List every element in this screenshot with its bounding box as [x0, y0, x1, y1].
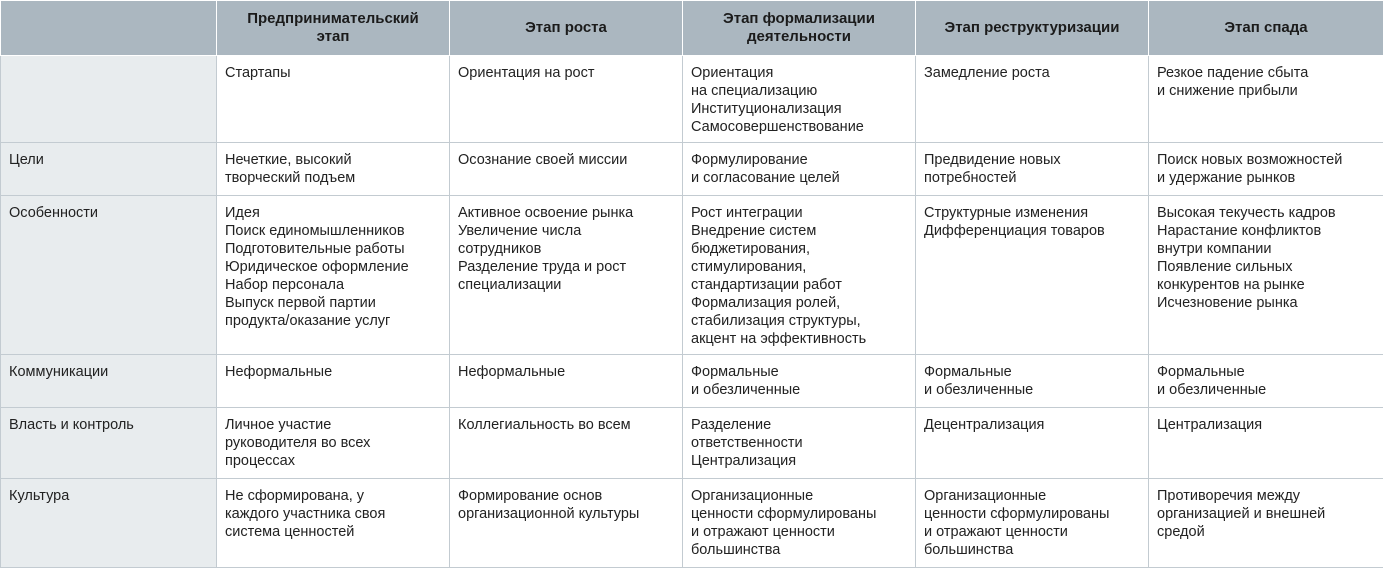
table-cell: Организационные ценности сформулированы и отражают ценности большинства	[683, 479, 916, 568]
row-label: Цели	[1, 143, 217, 196]
row-label	[1, 56, 217, 143]
table-cell: Поиск новых возможностей и удержание рынков	[1149, 143, 1383, 196]
table-cell: Коллегиальность во всем	[450, 408, 683, 479]
row-label: Власть и контроль	[1, 408, 217, 479]
header-corner	[1, 1, 217, 56]
row-label: Особенности	[1, 196, 217, 355]
table-cell: Резкое падение сбыта и снижение прибыли	[1149, 56, 1383, 143]
header-row	[1, 1, 1383, 56]
table-cell: Противоречия между организацией и внешней средой	[1149, 479, 1383, 568]
table-cell: Формулирование и согласование целей	[683, 143, 916, 196]
table-cell: Активное освоение рынка Увеличение числа сотрудников Разделение труда и рост специализации	[450, 196, 683, 355]
table-row	[1, 408, 1383, 479]
table-cell: Организационные ценности сформулированы и отражают ценности большинства	[916, 479, 1149, 568]
header-stage-growth: Этап роста	[450, 1, 683, 56]
header-stage-restructuring: Этап реструктуризации	[916, 1, 1149, 56]
table-cell: Замедление роста	[916, 56, 1149, 143]
table-row	[1, 56, 1383, 143]
table-cell: Разделение ответственности Централизация	[683, 408, 916, 479]
table-cell: Стартапы	[217, 56, 450, 143]
table-cell: Неформальные	[217, 355, 450, 408]
table-cell: Централизация	[1149, 408, 1383, 479]
table-cell: Рост интеграции Внедрение систем бюджетирования, стимулирования, стандартизации работ Формализация ролей, стабилизация структуры, акцент на эффективность	[683, 196, 916, 355]
table-cell: Нечеткие, высокий творческий подъем	[217, 143, 450, 196]
table-row	[1, 143, 1383, 196]
table-cell: Личное участие руководителя во всех процессах	[217, 408, 450, 479]
header-stage-entrepreneurial: Предпринимательский этап	[217, 1, 450, 56]
table-cell: Формальные и обезличенные	[683, 355, 916, 408]
table-row	[1, 479, 1383, 568]
table-cell: Осознание своей миссии	[450, 143, 683, 196]
table-cell: Предвидение новых потребностей	[916, 143, 1149, 196]
row-label: Культура	[1, 479, 217, 568]
table-cell: Не сформирована, у каждого участника своя система ценностей	[217, 479, 450, 568]
table-cell: Формальные и обезличенные	[1149, 355, 1383, 408]
table-row	[1, 196, 1383, 355]
table-cell: Формальные и обезличенные	[916, 355, 1149, 408]
row-label: Коммуникации	[1, 355, 217, 408]
table-cell: Формирование основ организационной культуры	[450, 479, 683, 568]
table-cell: Структурные изменения Дифференциация товаров	[916, 196, 1149, 355]
table-cell: Ориентация на рост	[450, 56, 683, 143]
table-row	[1, 355, 1383, 408]
table-cell: Ориентация на специализацию Институционализация Самосовершенствование	[683, 56, 916, 143]
table-cell: Высокая текучесть кадров Нарастание конфликтов внутри компании Появление сильных конкурентов на рынке Исчезновение рынка	[1149, 196, 1383, 355]
header-stage-formalization: Этап формализации деятельности	[683, 1, 916, 56]
table-cell: Идея Поиск единомышленников Подготовительные работы Юридическое оформление Набор персонала Выпуск первой партии продукта/оказание услуг	[217, 196, 450, 355]
table-cell: Неформальные	[450, 355, 683, 408]
table-cell: Децентрализация	[916, 408, 1149, 479]
header-stage-decline: Этап спада	[1149, 1, 1383, 56]
